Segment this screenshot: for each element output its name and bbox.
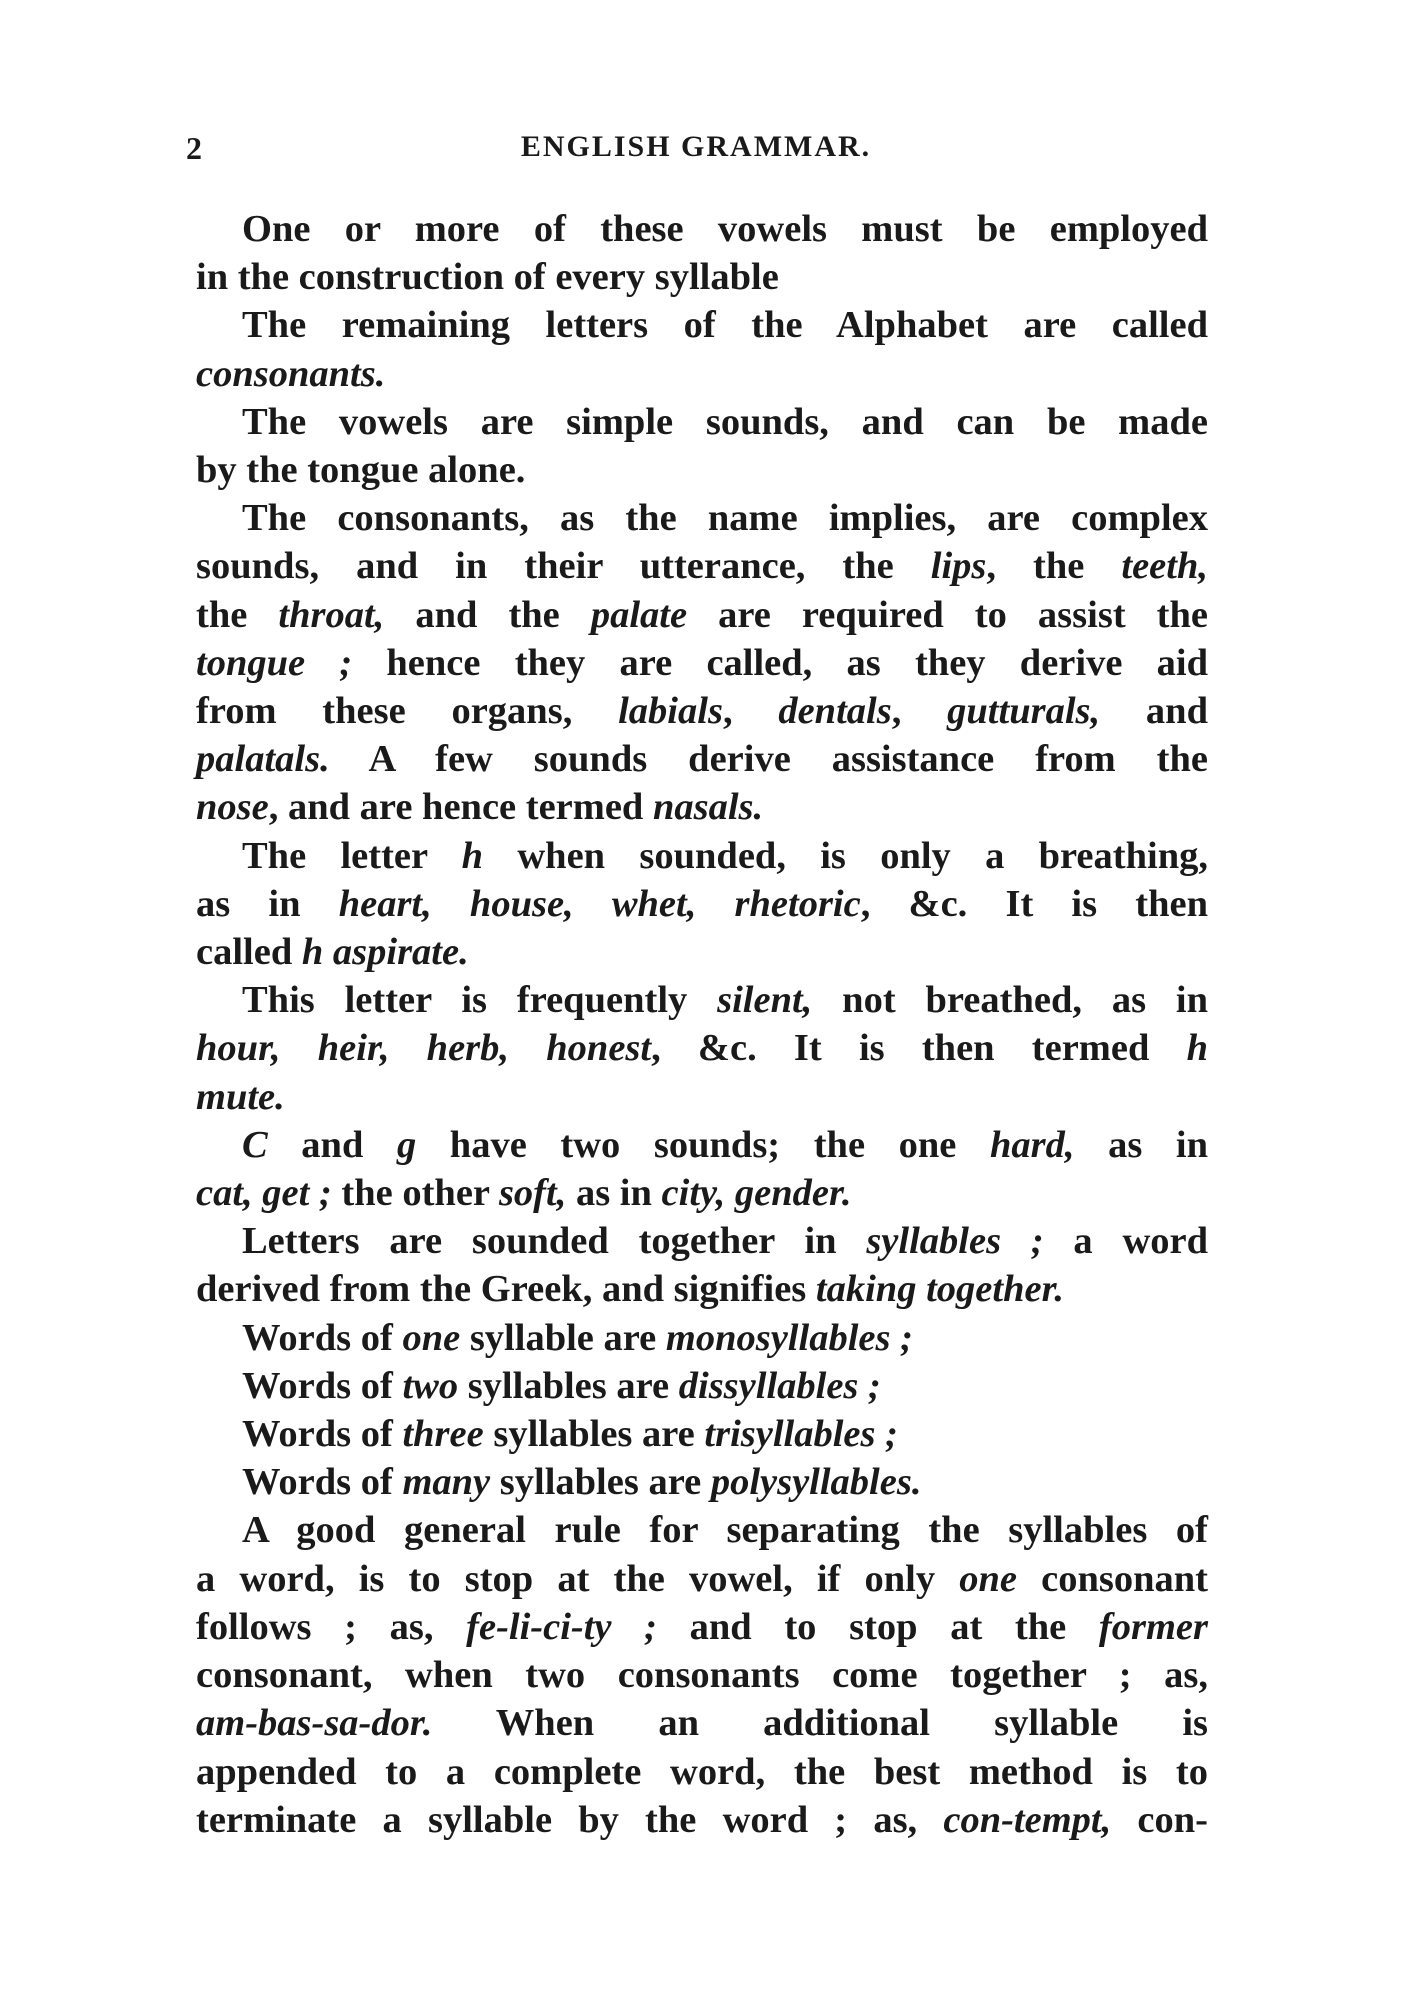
text-run: syllables are: [483, 1413, 705, 1456]
paragraph: [196, 205, 1208, 301]
text-run: A few sounds derive assistance from the: [329, 738, 1208, 781]
text-run: When an additional syllable is: [432, 1702, 1208, 1745]
text-run: derived from the Greek, and signifies: [196, 1268, 816, 1311]
italic-term: two: [402, 1364, 459, 1407]
italic-term: hour, heir, herb, honest: [196, 1027, 652, 1070]
text-run: Words of: [242, 1461, 403, 1504]
text-line: [196, 976, 1208, 1024]
text-line: The vowels are simple sounds, and can be made: [242, 400, 1208, 443]
italic-term: silent,: [717, 979, 813, 1022]
page-header: [186, 130, 1206, 178]
italic-term: gutturals,: [947, 690, 1101, 733]
text-line: [196, 832, 1208, 880]
text-run: terminate a syllable by the word ; as,: [196, 1798, 944, 1841]
text-run: and: [267, 1123, 397, 1166]
paragraph: [196, 976, 1208, 1121]
text-line: [150, 1073, 1208, 1121]
text-run: as in: [1074, 1123, 1209, 1166]
text-run: Letters are sounded together in: [242, 1220, 867, 1263]
text-line: The remaining letters of the Alphabet are called: [242, 304, 1208, 347]
text-run: consonant: [1016, 1557, 1208, 1600]
italic-term: C: [242, 1123, 268, 1166]
text-run: and: [1100, 690, 1209, 733]
italic-term: fe-li-ci-ty ;: [466, 1605, 657, 1648]
text-run: The letter: [242, 834, 462, 877]
text-line: [150, 350, 1208, 398]
italic-term: nasals.: [652, 786, 764, 829]
italic-term: palate: [590, 593, 688, 636]
text-run: Words of: [242, 1413, 403, 1456]
italic-term: labials: [618, 690, 723, 733]
italic-term: city, gender.: [661, 1172, 852, 1215]
italic-term: heart, house, whet, rhetoric: [338, 882, 861, 925]
text-run: and to stop at the: [656, 1605, 1099, 1648]
text-line: [196, 1458, 1208, 1506]
text-line: [150, 591, 1208, 639]
text-line: in the construction of every syllable: [196, 256, 779, 299]
text-line: [150, 735, 1208, 783]
text-line: [196, 1217, 1208, 1265]
text-run: , &c. It is then: [860, 882, 1209, 925]
italic-term: former: [1098, 1605, 1208, 1648]
italic-term: monosyllables ;: [665, 1316, 913, 1359]
italic-term: three: [402, 1413, 484, 1456]
text-run: a word, is to stop at the vowel, if only: [196, 1557, 960, 1600]
text-run: from these organs,: [196, 690, 619, 733]
italic-term: teeth,: [1121, 545, 1208, 588]
text-run: called: [196, 931, 302, 974]
italic-term: h aspirate.: [301, 931, 469, 974]
italic-term: g: [396, 1123, 417, 1166]
italic-term: lips: [930, 545, 987, 588]
page-number: 2: [186, 130, 203, 166]
text-line: [150, 880, 1208, 928]
italic-term: one: [959, 1557, 1017, 1600]
text-line: [150, 1169, 1208, 1217]
paragraph: [196, 832, 1208, 977]
text-line: [196, 1314, 1208, 1362]
italic-term: cat, get ;: [196, 1172, 332, 1215]
text-line: One or more of these vowels must be employed: [242, 208, 1208, 250]
text-line: [150, 1603, 1208, 1651]
text-run: a word: [1043, 1220, 1208, 1263]
italic-term: hard,: [989, 1123, 1075, 1166]
text-line: [196, 1121, 1208, 1169]
italic-term: tongue ;: [196, 641, 353, 684]
text-line: [150, 542, 1208, 590]
text-run: as in: [196, 882, 339, 925]
text-line: [150, 1265, 1208, 1313]
italic-term: one: [402, 1316, 461, 1359]
italic-term: dentals: [778, 690, 892, 733]
text-run: not breathed, as in: [812, 979, 1208, 1022]
body-text: [196, 205, 1208, 1844]
italic-term: am-bas-sa-dor.: [196, 1702, 433, 1745]
paragraph: [196, 494, 1208, 831]
italic-term: h: [1186, 1027, 1208, 1070]
italic-term: syllables ;: [866, 1220, 1044, 1263]
text-run: hence they are called, as they derive aid: [352, 641, 1208, 684]
text-line: consonant, when two consonants come together ; as,: [196, 1654, 1208, 1697]
paragraph: [196, 1458, 1208, 1506]
text-line: [150, 687, 1208, 735]
text-run: as in: [566, 1172, 662, 1215]
text-run: ,: [891, 690, 948, 733]
paragraph: [196, 398, 1208, 494]
paragraph: [196, 1217, 1208, 1313]
text-run: have two sounds; the one: [416, 1123, 990, 1166]
paragraph: [196, 1410, 1208, 1458]
text-line: [196, 1410, 1208, 1458]
text-line: [150, 783, 1208, 831]
running-head: ENGLISH GRAMMAR.: [520, 130, 872, 163]
italic-term: throat,: [278, 593, 385, 636]
text-run: when sounded, is only a breathing,: [483, 834, 1208, 877]
italic-term: trisyllables ;: [704, 1413, 898, 1456]
text-run: Words of: [242, 1364, 403, 1407]
paragraph: [196, 1506, 1208, 1843]
italic-term: h: [461, 834, 484, 877]
text-run: sounds, and in their utterance, the: [196, 545, 931, 588]
text-run: ,: [722, 690, 779, 733]
text-run: Words of: [242, 1316, 403, 1359]
text-run: syllables are: [458, 1364, 679, 1407]
italic-term: consonants.: [196, 352, 386, 395]
text-line: [150, 1024, 1208, 1072]
text-line: The consonants, as the name implies, are complex: [242, 497, 1208, 540]
text-run: the other: [331, 1172, 499, 1215]
italic-term: many: [402, 1461, 491, 1504]
italic-term: soft,: [498, 1172, 567, 1215]
italic-term: nose: [196, 786, 269, 829]
text-run: and the: [384, 593, 591, 636]
text-run: , &c. It is then termed: [651, 1027, 1187, 1070]
text-line: [150, 1555, 1208, 1603]
text-run: This letter is frequently: [242, 979, 718, 1022]
text-run: syllables are: [490, 1461, 711, 1504]
italic-term: mute.: [196, 1075, 285, 1118]
italic-term: palatals.: [196, 738, 330, 781]
text-line: [196, 1362, 1208, 1410]
text-line: by the tongue alone.: [196, 449, 526, 492]
text-run: , and are hence termed: [268, 786, 653, 829]
italic-term: taking together.: [815, 1268, 1065, 1311]
text-run: con-: [1111, 1798, 1208, 1841]
italic-term: dissyllables ;: [678, 1364, 881, 1407]
text-run: are required to assist the: [687, 593, 1209, 636]
italic-term: con-tempt,: [943, 1798, 1112, 1841]
text-line: [150, 639, 1208, 687]
text-run: follows ; as,: [196, 1605, 467, 1648]
italic-term: polysyllables.: [710, 1461, 922, 1504]
paragraph: [196, 1121, 1208, 1217]
text-line: appended to a complete word, the best method is to: [196, 1750, 1208, 1793]
text-line: [150, 1796, 1208, 1844]
text-run: syllable are: [460, 1316, 666, 1359]
text-run: the: [196, 593, 279, 636]
paragraph: [196, 1362, 1208, 1410]
paragraph: [196, 1314, 1208, 1362]
text-line: [150, 1699, 1208, 1747]
paragraph: [196, 301, 1208, 397]
text-line: [150, 928, 1208, 976]
text-run: , the: [986, 545, 1122, 588]
text-line: A good general rule for separating the syllables of: [242, 1509, 1208, 1552]
